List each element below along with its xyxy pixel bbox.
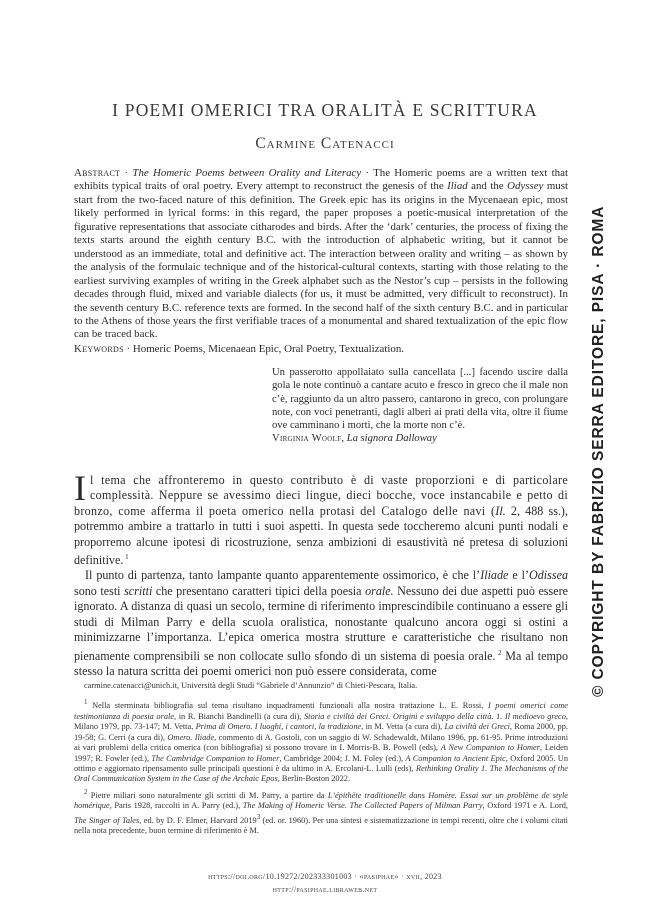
footnote-text: (ed. or. 1960). Per una sintesi e sistematizzazione in tempi recenti, oltre che i volumi citati nella nota precedente, buon termine di riferimento è M.: [74, 815, 568, 835]
paragraph-text: sono testi: [74, 583, 125, 598]
footnote-title: Storia e civiltà dei Greci. Origini e sviluppo della città. 1. Il medioevo greco: [304, 711, 566, 721]
paragraph-text: e l’: [508, 568, 530, 583]
footnote-text: , in M. Vetta (a cura di),: [361, 722, 445, 732]
abstract-label: Abstract: [74, 167, 121, 179]
abstract-text: and the: [467, 180, 508, 193]
abstract-text: · The Homeric poems are a written text that exhibits typical traits of oral poetry. Every attempt to reconstruct the genesis of the: [74, 167, 568, 193]
paragraph-text: Nessuno dei due aspetti può essere ignorato. A distanza di quasi un secolo, termine di riferimento imprescindibile continuano a essere gli studi di Milman Parry e della scuola oralistica, nonostante qualcuno ancora oggi si ostini a minimizzarne l’importanza. L’epica omerica mostra strutture e caratteristiche che risultano non pienamente comprensibili se non collocate sullo sfondo di un sistema di poesia orale.: [74, 583, 568, 663]
footnote-title: Omero. Iliade: [167, 732, 215, 742]
article-author: Carmine Catenacci: [255, 135, 395, 152]
footnote-text: , Oxford 2005. Un ottimo e aggiornato ripensamento sulle principali questioni è da ultimo in A. Ercolani-L. Lulli (eds),: [74, 753, 568, 773]
footnote-text: , Roma 2000, pp. 19-58; G. Cerri (a cura di),: [74, 722, 568, 742]
paragraph-text: 2, 488 ss.), potremmo ambire a trattarlo in tutti i suoi aspetti. In questa sede toccheremo alcuni punti nodali e proporremo alcune ipotesi di ricostruzione, senza ambizioni di esaustività né pretesa di soluzioni definitive.: [74, 503, 568, 568]
footnote-marker[interactable]: 2: [495, 648, 502, 657]
abstract: [74, 167, 568, 342]
doi-link[interactable]: https://doi.org/10.19272/202333301003 · «pasiphae» · xvii, 2023: [208, 872, 442, 881]
abstract-odyssey: Odyssey: [507, 180, 544, 193]
website-link[interactable]: http://pasiphae.libraweb.net: [272, 885, 378, 894]
footnote-text: , Oxford 1971 e A. Lord,: [482, 801, 568, 811]
work-title: Odissea: [529, 568, 568, 583]
footnote-title: L’épithète traditionelle dans Homère. Essai sur un problème de style homérique: [74, 790, 568, 811]
abstract-english-title: The Homeric Poems between Orality and Literacy: [132, 167, 362, 179]
paragraph-text: Ma al tempo stesso la natura scritta dei poemi omerici non può essere considerata, come: [74, 648, 568, 678]
footnote-text: , Berlin-Boston 2022.: [277, 774, 351, 784]
abstract-text: must start from the two-faced nature of this definition. The Greek epic has its origins in the Mycenaean epic, most likely performed in lyrical forms: in this regard, the paper proposes a poetic-musical interpretation of the figurative representations that associate citharodes and birds. After the ‘dark’ centuries, the process of fixing the texts starts around the eighth century B.C. with the introduction of alphabetic writing, but it cannot be understood as an immediate, total and definitive act. The interaction between orality and writing – as shown by the analysis of the formulaic technique and of the historical-cultural contexts, starting with those relating to the earliest surviving examples of writing in the Greek alphabet such as the Nestor’s cup – persists in the following decades through fluid, mixed and variable dialects (for us, it must be admitted, very difficult to reconstruct). In the seventh century B.C. reference texts are formed. In the second half of the sixth century B.C. and in particular to the Athens of those years the first verifiable traces of a monumental and shared textualization of the epic flow can be traced back.: [74, 180, 568, 341]
keywords-label: Keywords: [74, 343, 124, 355]
abstract-separator: ·: [120, 167, 133, 179]
epigraph: [272, 366, 568, 446]
epigraph-work: La signora Dalloway: [346, 433, 437, 445]
keywords-text: · Homeric Poems, Micenaean Epic, Oral Poetry, Textualization.: [123, 343, 405, 355]
footnote-title: Rethinking Orality 1. The Mechanisms of the Oral Communication System in the Case of the Archaic Epos: [74, 763, 568, 784]
epigraph-quote: Un passerotto appollaiato sulla cancellata [...] facendo uscire dalla gola le note continuò a cantare acuto e fresco in greco che il male non c’è, raggiunto da un altro passero, cantarono in greco, con prolungare note, con voci penetranti, dagli alberi ai prati della vita, oltre il fiume ove camminano i morti, che la morte non c’è.: [272, 367, 568, 432]
footnote-text: Nella sterminata bibliografia sul tema risultano inquadramenti funzionali alla nostra trattazione L. E. Rossi,: [87, 701, 488, 711]
footnote-number: 1: [84, 698, 88, 707]
footnotes: [74, 681, 568, 838]
main-text: [74, 468, 568, 679]
edition-superscript: 3: [256, 812, 261, 821]
footnote-text: Pietre miliari sono naturalmente gli scritti di M. Parry, a partire da: [87, 790, 328, 800]
paragraph-text: Il punto di partenza, tanto lampante quanto apparentemente ossimorico, è che l’: [85, 568, 481, 583]
keywords: [74, 343, 568, 356]
paragraph-text: l tema che affronteremo in questo contributo è di vaste proporzioni e di particolare complessità. Neppure se avessimo dieci lingue, dieci bocche, voce instancabile e petto di bronzo, come afferma il poeta omerico nella protasi del Catalogo delle navi (: [74, 473, 568, 518]
paragraph: [74, 468, 568, 568]
footnote-title: The Singer of Tales: [74, 815, 140, 825]
footnote-marker[interactable]: 1: [123, 553, 129, 562]
doi-line[interactable]: [0, 872, 650, 881]
footnote-title: La civiltà dei Greci: [444, 722, 510, 732]
paragraph-text: che presentano caratteri tipici della poesia: [152, 583, 366, 598]
footnote-text: , ed. by D. F. Elmer, Harvard 2019: [139, 815, 257, 825]
copyright-notice: © COPYRIGHT BY FABRIZIO SERRA EDITORE, PISA · ROMA: [590, 205, 607, 697]
footnote-text: , Cambridge 2004; J. M. Foley (ed.),: [279, 753, 406, 763]
epigraph-attribution: Virginia Woolf, La signora Dalloway: [272, 433, 437, 445]
author-contact: carmine.catenacci@unich.it, Università degli Studi “Gabriele d’Annunzio” di Chieti-Pescara, Italia.: [84, 681, 418, 690]
website-line[interactable]: [0, 885, 650, 894]
footnote-title: A New Companion to Homer: [440, 743, 541, 753]
epigraph-author: Virginia Woolf: [272, 433, 342, 445]
footnote-number: 2: [84, 787, 88, 796]
footnote-title: I poemi omerici come testimonianza di poesia orale: [74, 701, 568, 721]
emphasis: scritti: [124, 583, 153, 598]
article-title: I POEMI OMERICI TRA ORALITÀ E SCRITTURA: [112, 100, 538, 120]
footnote-title: Prima di Omero. I luoghi, i cantori, la tradizione: [195, 722, 362, 732]
paragraph: [74, 568, 568, 679]
copyright-svg: [584, 205, 612, 700]
footnote-text: , in R. Bianchi Bandinelli (a cura di),: [174, 711, 304, 721]
drop-cap: I: [74, 468, 86, 508]
footnote-text: , Paris 1928, raccolti in A. Parry (ed.),: [109, 801, 243, 811]
footnote-title: A Companion to Ancient Epic: [405, 753, 506, 763]
footnote-2: [74, 787, 568, 836]
citation-ref: Il.: [495, 503, 506, 518]
copyright-sidebar: [584, 205, 612, 700]
work-title: Iliade: [480, 568, 509, 583]
footnote-text: , commento di A. Gostoli, con un saggio di W. Schadewaldt, Milano 1996, pp. 61-95. Prime introduzioni ai vari problemi della critica omerica (con bibliografia) si possono trovare in I. Morris-B. B. Powell (eds),: [74, 732, 569, 753]
emphasis: orale.: [365, 583, 394, 598]
footnote-text: , Milano 1979, pp. 73-147; M. Vetta,: [74, 711, 568, 732]
footnote-text: , Leiden 1997; R. Fowler (ed.),: [74, 743, 569, 763]
abstract-iliad: Iliad: [447, 180, 468, 193]
footnote-title: The Making of Homeric Verse. The Collected Papers of Milman Parry: [242, 801, 483, 811]
footnote-title: The Cambridge Companion to Homer: [151, 753, 280, 763]
footnote-1: [74, 697, 568, 784]
